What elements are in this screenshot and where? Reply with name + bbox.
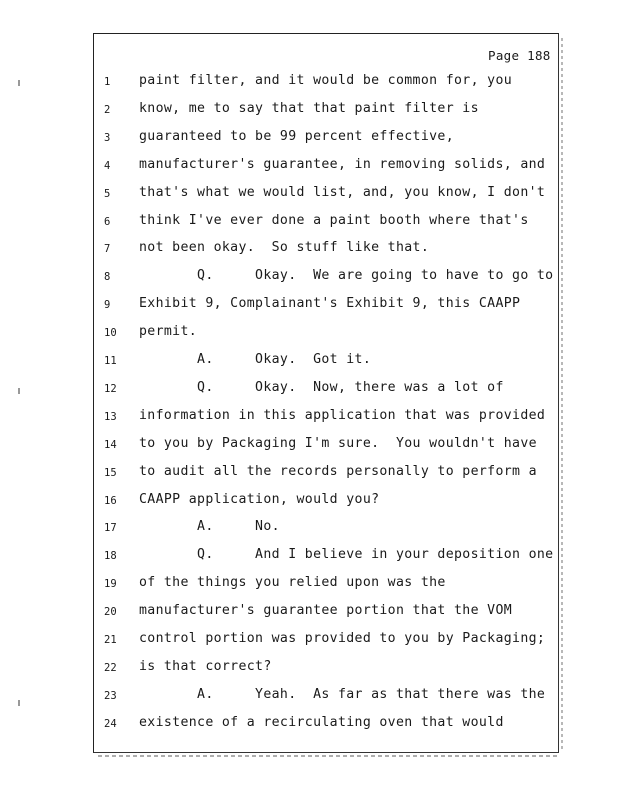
line-text: that's what we would list, and, you know, I don't — [139, 184, 546, 200]
line-text: paint filter, and it would be common for, you — [139, 73, 513, 88]
line-number: 20 — [104, 606, 117, 619]
line-number: 24 — [104, 717, 117, 730]
line-text: think I've ever done a paint booth where that's — [139, 212, 529, 228]
line-text: manufacturer's guarantee portion that the VOM — [139, 603, 513, 619]
line-number: 12 — [104, 382, 117, 395]
binder-hole-mark — [18, 80, 20, 86]
line-number: 19 — [104, 578, 117, 591]
line-text: information in this application that was provided — [139, 407, 546, 423]
binder-hole-mark — [18, 388, 20, 394]
line-number: 15 — [104, 466, 117, 479]
line-text: manufacturer's guarantee, in removing solids, and — [139, 156, 546, 172]
line-text: Q. Okay. Now, there was a lot of — [139, 379, 504, 395]
line-text: A. Okay. Got it. — [139, 352, 372, 367]
line-text: Exhibit 9, Complainant's Exhibit 9, this CAAPP — [139, 296, 521, 312]
line-text: CAAPP application, would you? — [139, 491, 380, 507]
line-text: Q. Okay. We are going to have to go to — [139, 268, 554, 284]
line-text: A. Yeah. As far as that there was the — [139, 686, 546, 702]
line-number: 17 — [104, 522, 117, 535]
line-text: is that correct? — [139, 658, 272, 674]
line-number: 18 — [104, 550, 117, 563]
line-number: 16 — [104, 494, 117, 507]
line-text: to audit all the records personally to perform a — [139, 463, 537, 479]
line-number: 10 — [104, 327, 117, 340]
line-number: 14 — [104, 438, 117, 451]
line-number: 5 — [104, 187, 111, 200]
line-text: guaranteed to be 99 percent effective, — [139, 128, 455, 144]
line-text: Q. And I believe in your deposition one — [139, 547, 554, 563]
line-text: know, me to say that that paint filter is — [139, 100, 479, 116]
line-number: 4 — [104, 159, 111, 172]
line-text: control portion was provided to you by Packaging; — [139, 631, 546, 646]
line-text: existence of a recirculating oven that would — [139, 714, 504, 730]
line-number: 6 — [104, 215, 111, 228]
line-number: 21 — [104, 634, 117, 646]
page-edge-bottom — [98, 755, 560, 757]
line-number: 8 — [104, 271, 111, 284]
line-text: A. No. — [139, 519, 280, 535]
line-text: to you by Packaging I'm sure. You wouldn't have — [139, 435, 537, 451]
page-number: Page 188 — [488, 48, 551, 63]
line-number: 2 — [104, 103, 111, 116]
line-number: 11 — [104, 355, 117, 367]
line-number: 23 — [104, 689, 117, 702]
line-number: 3 — [104, 131, 111, 144]
line-text: permit. — [139, 324, 198, 340]
line-number: 7 — [104, 243, 111, 256]
line-number: 9 — [104, 299, 111, 312]
line-number: 1 — [104, 76, 111, 88]
line-number: 22 — [104, 661, 117, 674]
line-number: 13 — [104, 410, 117, 423]
binder-hole-mark — [18, 700, 20, 706]
line-text: of the things you relied upon was the — [139, 575, 446, 591]
line-text: not been okay. So stuff like that. — [139, 240, 430, 256]
page-edge-right — [561, 38, 563, 750]
